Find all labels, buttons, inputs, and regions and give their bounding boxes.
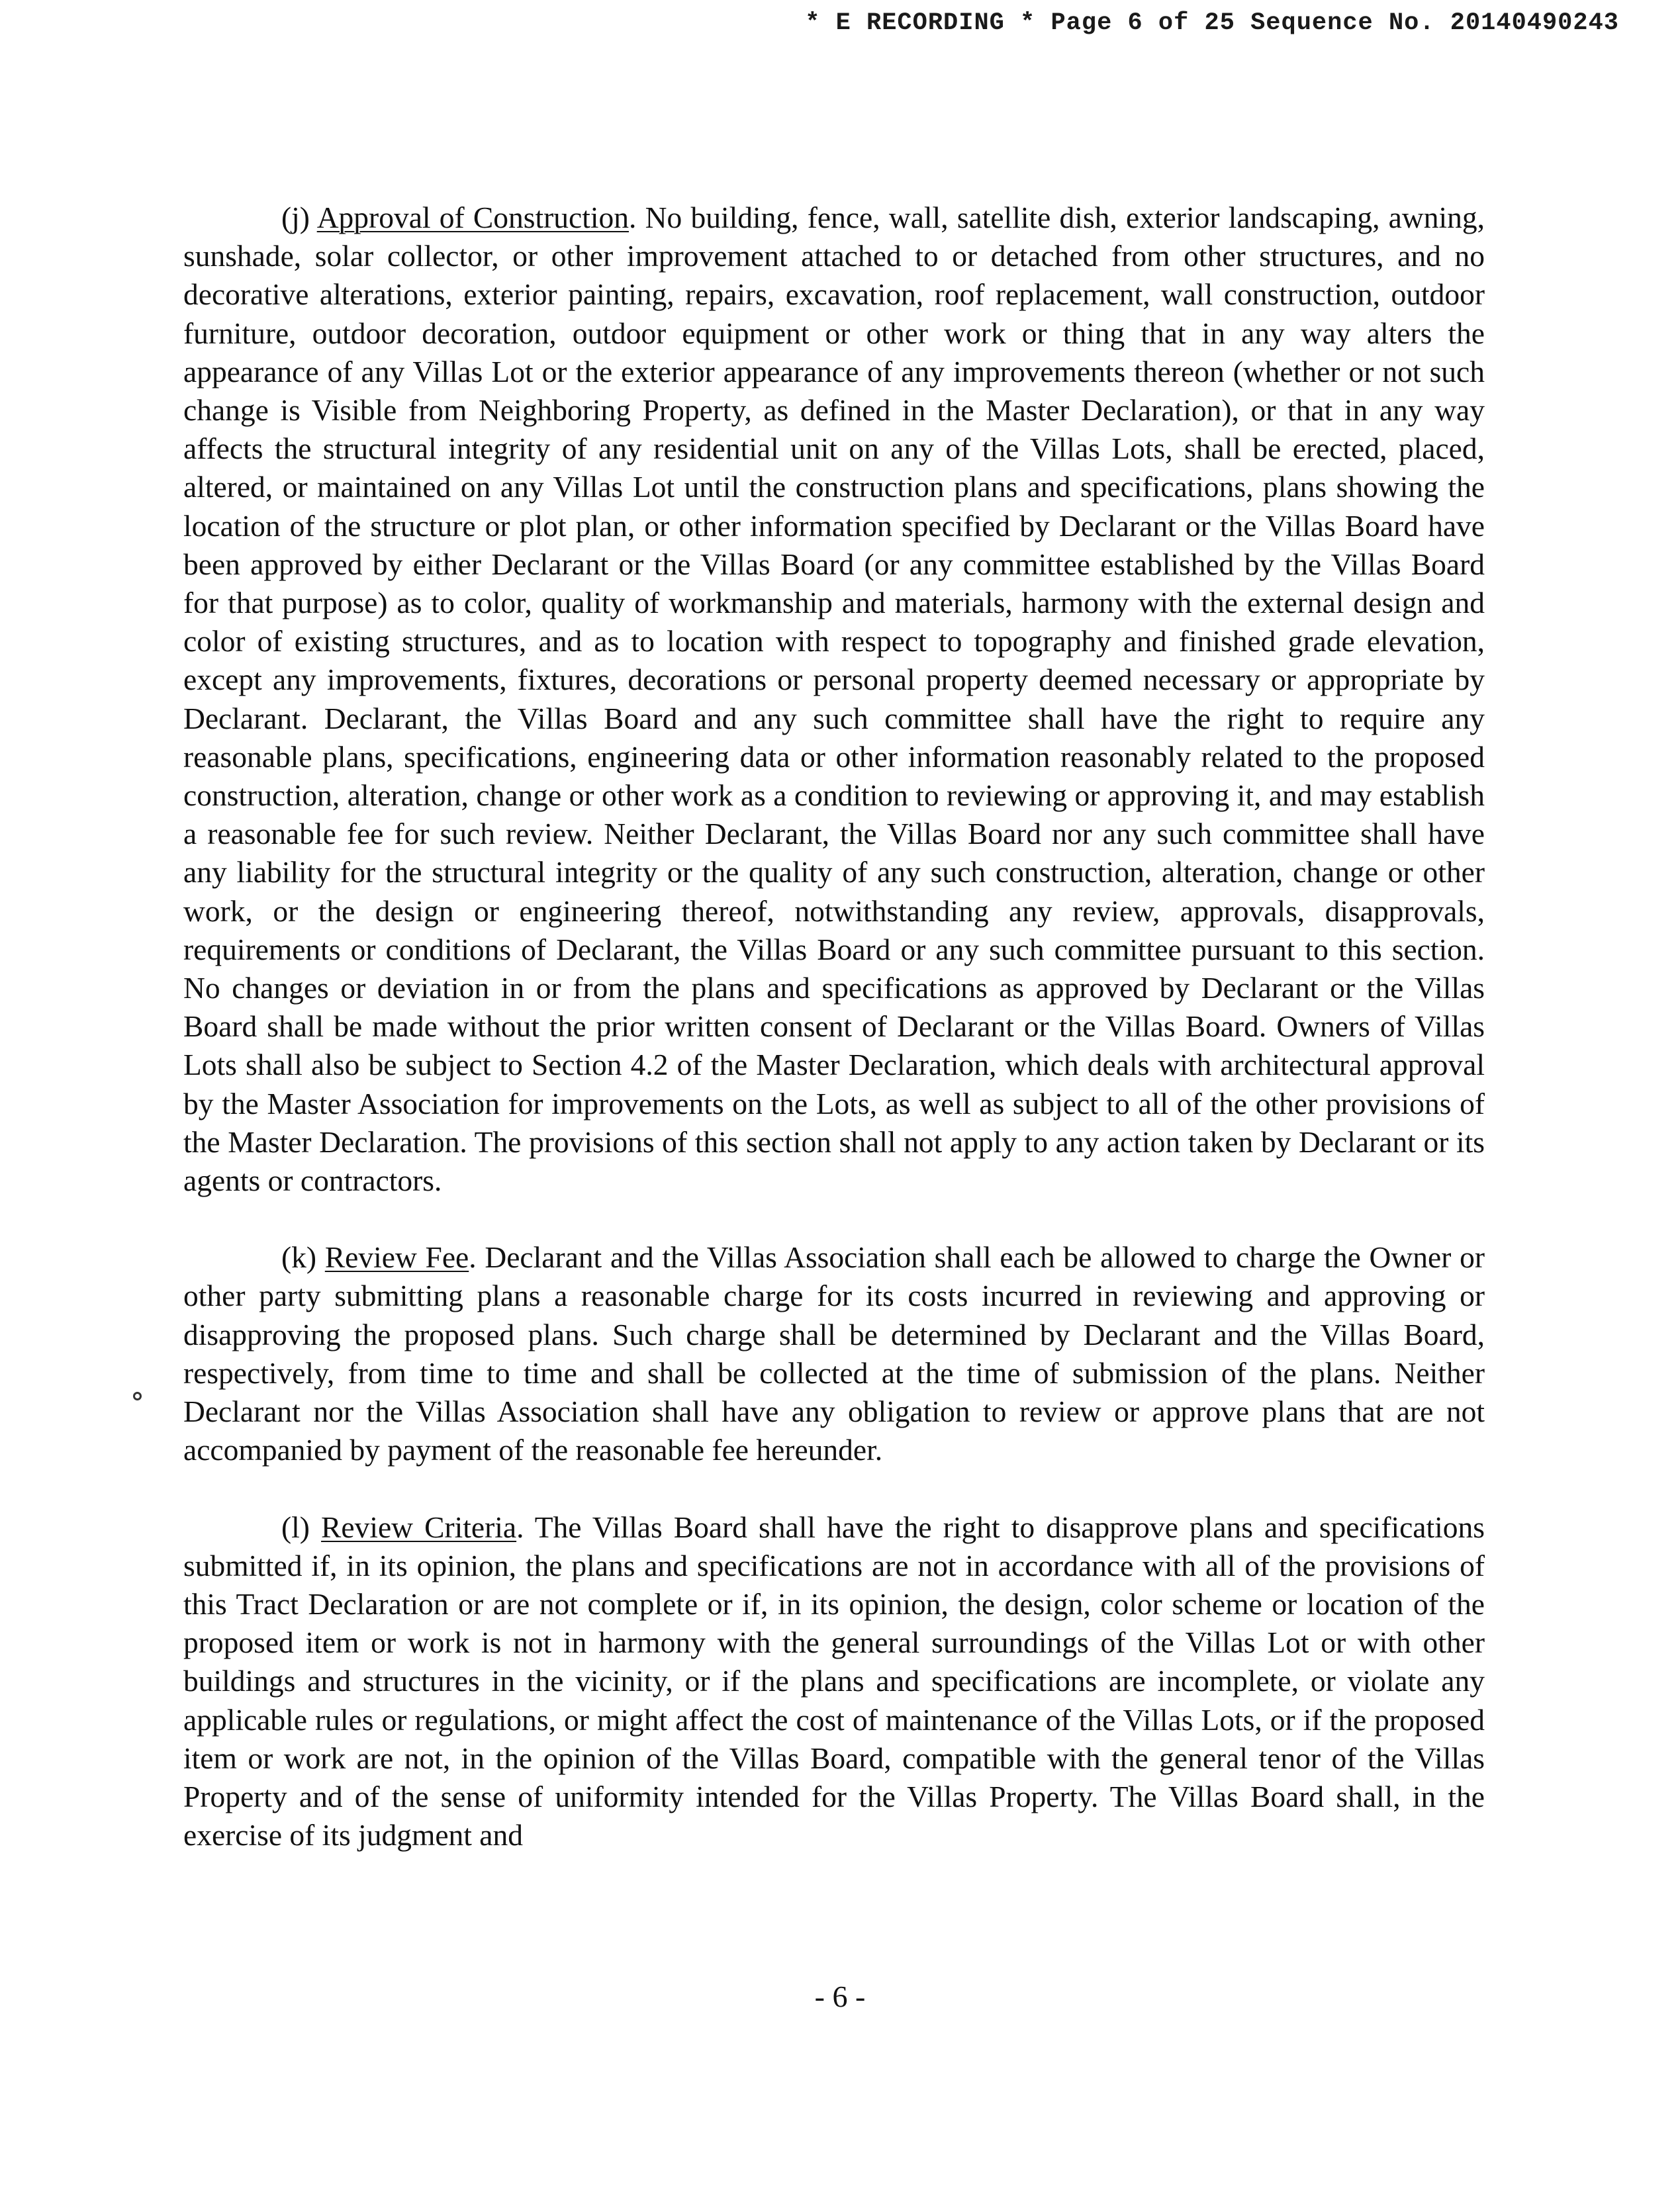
paragraph-l-review-criteria: (l) Review Criteria. The Villas Board shall have the right to disapprove plans and specifications submitted if, in its opinion, the plans and specifications are not in accordance with all of the provisions of this Tract Declaration or are not complete or if, in its opinion, the design, color scheme or location of the proposed item or work is not in harmony with the general surroundings of the Villas Lot or with other buildings and structures in the vicinity, or if the plans and specifications are incomplete, or violate any applicable rules or regulations, or might affect the cost of maintenance of the Villas Lots, or if the proposed item or work are not, in the opinion of the Villas Board, compatible with the general tenor of the Villas Property and of the sense of uniformity intended for the Villas Property. The Villas Board shall, in the exercise of its judgment and [183, 1510, 1485, 1852]
margin-mark-icon [133, 1392, 142, 1400]
section-heading: Review Criteria [321, 1510, 517, 1544]
page-number: - 6 - [814, 1980, 866, 2013]
paragraph-k-review-fee: (k) Review Fee. Declarant and the Villas Association shall each be allowed to charge the Owner or other party submitting plans a reasonable charge for its costs incurred in reviewing and approving or disapproving the proposed plans. Such charge shall be determined by Declarant and the Villas Board, respectively, from time to time and shall be collected at the time of submission of the plans. Neither Declarant nor the Villas Association shall have any obligation to review or approve plans that are not accompanied by payment of the reasonable fee hereunder. [183, 1240, 1485, 1467]
paragraph-text: Declarant and the Villas Association shall each be allowed to charge the Owner or other party submitting plans a reasonable charge for its costs incurred in reviewing and approving or disapproving the proposed plans. Such charge shall be determined by Declarant and the Villas Board, respectively, from time to time and shall be collected at the time of submission of the plans. Neither Declarant nor the Villas Association shall have any obligation to review or approve plans that are not accompanied by payment of the reasonable fee hereunder. [183, 1240, 1485, 1467]
section-heading: Approval of Construction [316, 201, 629, 234]
paragraph-text: No building, fence, wall, satellite dish, exterior landscaping, awning, sunshade, solar collector, or other improvement attached to or detached from other structures, and no decorative alterations, exterior painting, repairs, excavation, roof replacement, wall construction, outdoor furniture, outdoor decoration, outdoor equipment or other work or thing that in any way alters the appearance of any Villas Lot or the exterior appearance of any improvements thereon (whether or not such change is Visible from Neighboring Property, as defined in the Master Declaration), or that in any way affects the structural integrity of any residential unit on any of the Villas Lots, shall be erected, placed, altered, or maintained on any Villas Lot until the construction plans and specifications, plans showing the location of the structure or plot plan, or other information specified by Declarant or the Villas Board have been approved by either Declarant or the Villas Board (or any committee established by the Villas Board for that purpose) as to color, quality of workmanship and materials, harmony with the external design and color of existing structures, and as to location with respect to topography and finished grade elevation, except any improvements, fixtures, decorations or personal property deemed necessary or appropriate by Declarant. Declarant, the Villas Board and any such committee shall have the right to require any reasonable plans, specifications, engineering data or other information reasonably related to the proposed construction, alteration, change or other work as a condition to reviewing or approving it, and may establish a reasonable fee for such review. Neither Declarant, the Villas Board nor any such committee shall have any liability for the structural integrity or the quality of any such construction, alteration, change or other work, or the design or engineering thereof, notwithstanding any review, approvals, disapprovals, requirements or conditions of Declarant, the Villas Board or any such committee pursuant to this section. No changes or deviation in or from the plans and specifications as approved by Declarant or the Villas Board shall be made without the prior written consent of Declarant or the Villas Board. Owners of Villas Lots shall also be subject to Section 4.2 of the Master Declaration, which deals with architectural approval by the Master Association for improvements on the Lots, as well as subject to all of the other provisions of the Master Declaration. The provisions of this section shall not apply to any action taken by Declarant or its agents or contractors. [183, 201, 1485, 1198]
paragraph-j-approval-of-construction: (j) Approval of Construction. No building, fence, wall, satellite dish, exterior landscaping, awning, sunshade, solar collector, or other improvement attached to or detached from other structures, and no decorative alterations, exterior painting, repairs, excavation, roof replacement, wall construction, outdoor furniture, outdoor decoration, outdoor equipment or other work or thing that in any way alters the appearance of any Villas Lot or the exterior appearance of any improvements thereon (whether or not such change is Visible from Neighboring Property, as defined in the Master Declaration), or that in any way affects the structural integrity of any residential unit on any of the Villas Lots, shall be erected, placed, altered, or maintained on any Villas Lot until the construction plans and specifications, plans showing the location of the structure or plot plan, or other information specified by Declarant or the Villas Board have been approved by either Declarant or the Villas Board (or any committee established by the Villas Board for that purpose) as to color, quality of workmanship and materials, harmony with the external design and color of existing structures, and as to location with respect to topography and finished grade elevation, except any improvements, fixtures, decorations or personal property deemed necessary or appropriate by Declarant. Declarant, the Villas Board and any such committee shall have the right to require any reasonable plans, specifications, engineering data or other information reasonably related to the proposed construction, alteration, change or other work as a condition to reviewing or approving it, and may establish a reasonable fee for such review. Neither Declarant, the Villas Board nor any such committee shall have any liability for the structural integrity or the quality of any such construction, alteration, change or other work, or the design or engineering thereof, notwithstanding any review, approvals, disapprovals, requirements or conditions of Declarant, the Villas Board or any such committee pursuant to this section. No changes or deviation in or from the plans and specifications as approved by Declarant or the Villas Board shall be made without the prior written consent of Declarant or the Villas Board. Owners of Villas Lots shall also be subject to Section 4.2 of the Master Declaration, which deals with architectural approval by the Master Association for improvements on the Lots, as well as subject to all of the other provisions of the Master Declaration. The provisions of this section shall not apply to any action taken by Declarant or its agents or contractors. [183, 201, 1485, 1198]
recording-header: * E RECORDING * Page 6 of 25 Sequence No. 20140490243 [805, 9, 1619, 37]
document-body [183, 199, 1485, 1854]
paragraph-label: (l) [281, 1510, 310, 1544]
paragraph-text: The Villas Board shall have the right to disapprove plans and specifications submitted if, in its opinion, the plans and specifications are not in accordance with all of the provisions of this Tract Declaration or are not complete or if, in its opinion, the design, color scheme or location of the proposed item or work is not in harmony with the general surroundings of the Villas Lot or with other buildings and structures in the vicinity, or if the plans and specifications are incomplete, or violate any applicable rules or regulations, or might affect the cost of maintenance of the Villas Lots, or if the proposed item or work are not, in the opinion of the Villas Board, compatible with the general tenor of the Villas Property and of the sense of uniformity intended for the Villas Property. The Villas Board shall, in the exercise of its judgment and [183, 1510, 1485, 1852]
section-heading: Review Fee [324, 1240, 469, 1275]
paragraph-label: (k) [281, 1240, 317, 1275]
paragraph-label: (j) [281, 201, 310, 234]
